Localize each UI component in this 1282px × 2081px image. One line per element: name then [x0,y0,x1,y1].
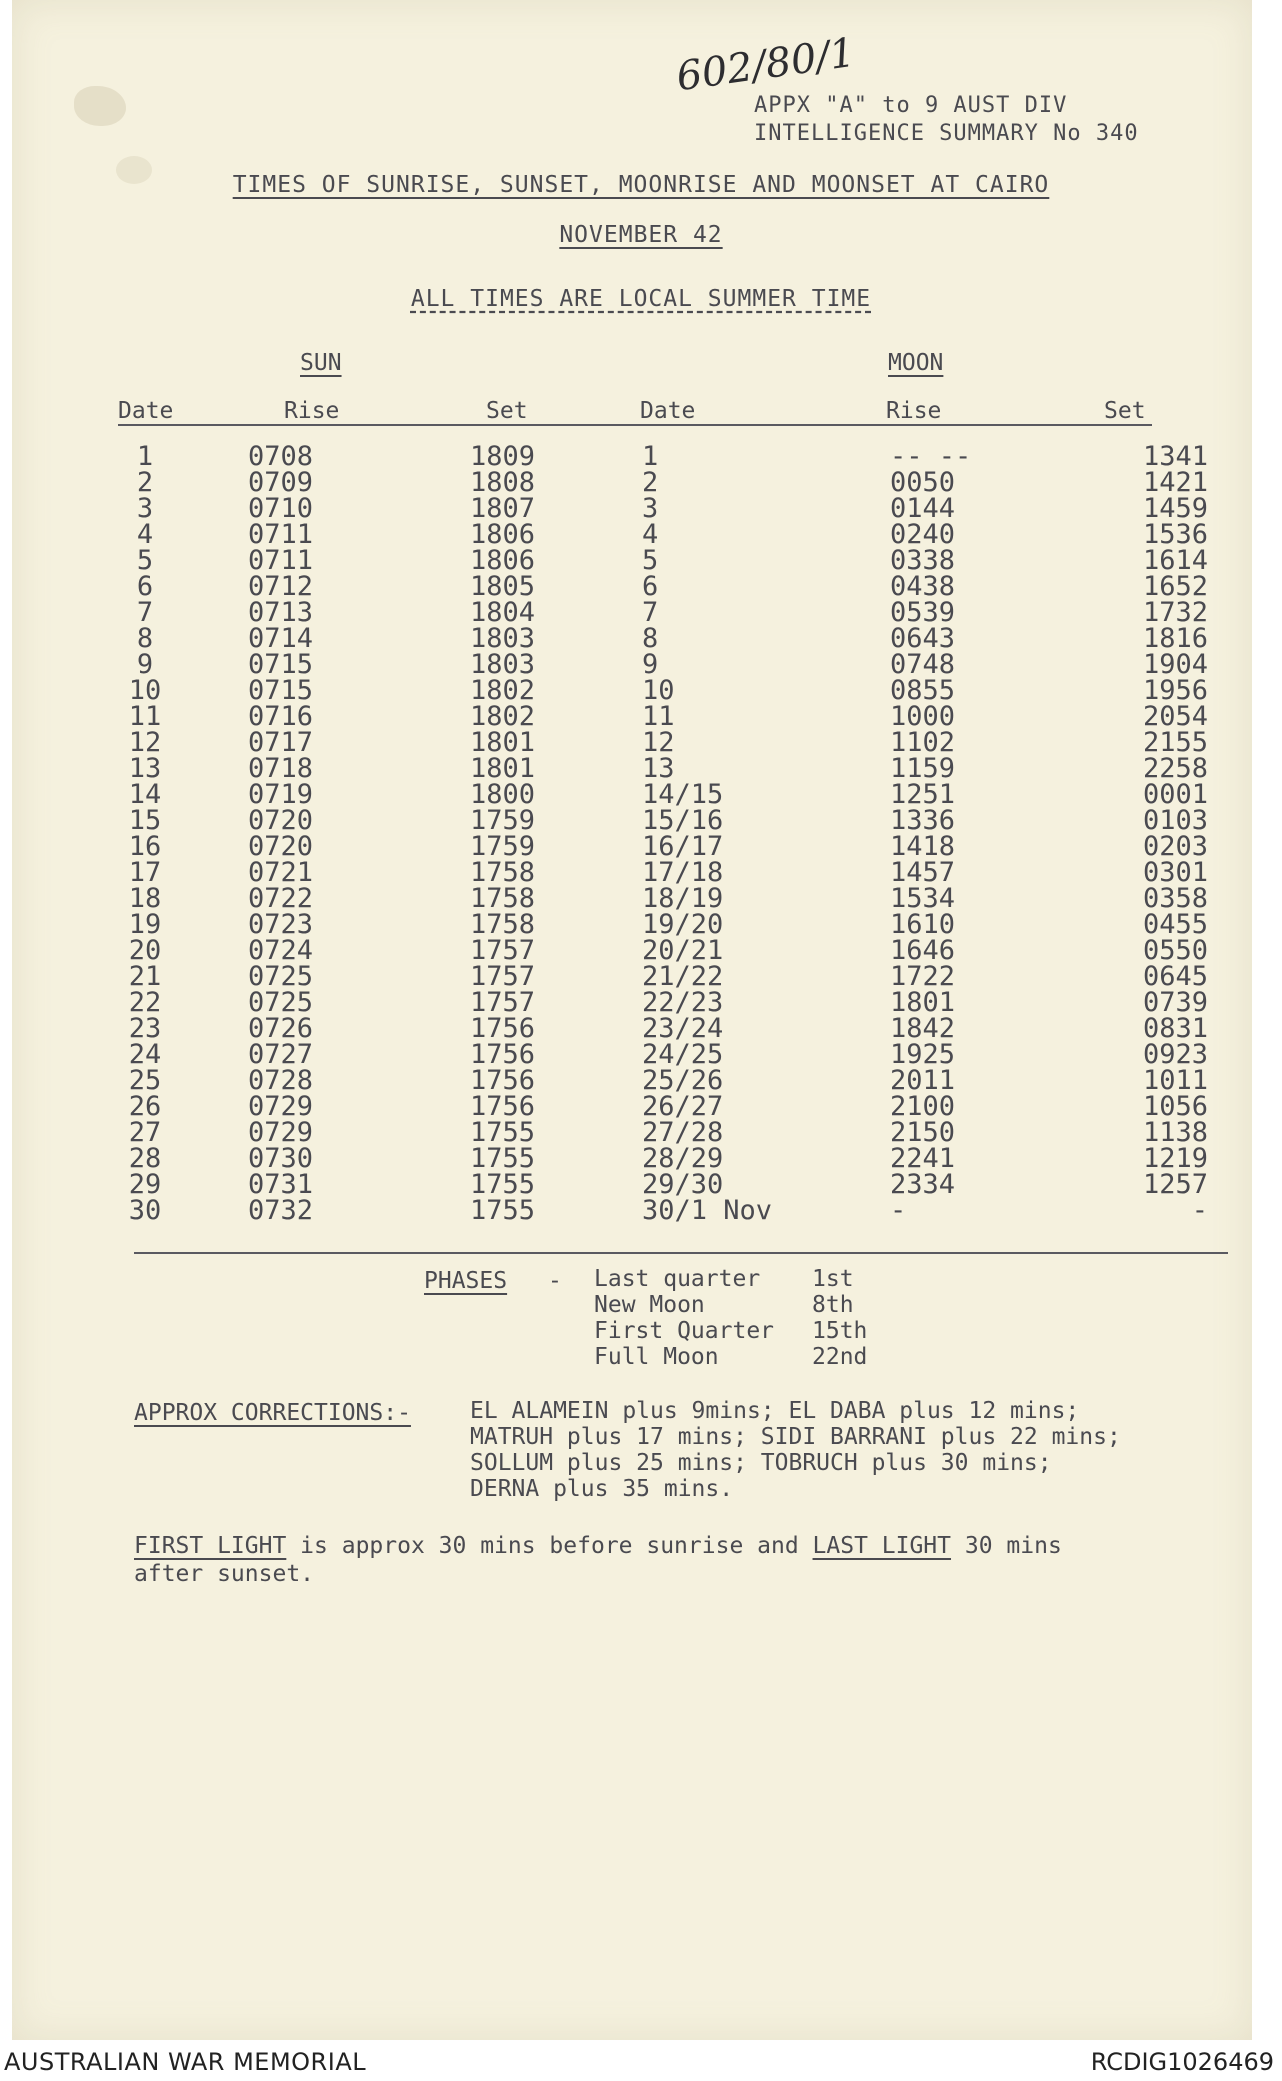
sunset-cell: 1757 [470,961,536,992]
date-cell: 27 [128,1117,162,1148]
moonrise-cell: 0748 [890,649,956,680]
moonset-cell: 1816 [1142,623,1208,654]
sunset-cell: 1809 [470,441,536,472]
sunset-cell: 1806 [470,519,536,550]
sunset-cell: 1755 [470,1143,536,1174]
sunrise-cell: 0725 [248,961,314,992]
date-cell: 1 [136,441,154,472]
table-bottom-rule [134,1252,1228,1254]
sunset-cell: 1802 [470,675,536,706]
moon-date-cell: 7 [642,597,659,628]
sunset-cell: 1803 [470,623,536,654]
header-date: Date [118,398,174,424]
sunrise-cell: 0723 [248,909,314,940]
sunset-cell: 1756 [470,1013,536,1044]
moonrise-cell: 1251 [890,779,956,810]
date-cell: 23 [128,1013,162,1044]
moonrise-cell: -- -- [890,441,972,472]
moonrise-cell: 2150 [890,1117,956,1148]
corrections-label: APPROX CORRECTIONS:- [134,1400,411,1426]
sunset-cell: 1801 [470,753,536,784]
phase-row [594,1266,867,1292]
moonset-cell: 2258 [1142,753,1208,784]
sunrise-cell: 0720 [248,831,314,862]
moon-date-cell: 15/16 [642,805,724,836]
moon-date-cell: 4 [642,519,659,550]
first-light-note [134,1532,1062,1588]
appendix-line-1: APPX "A" to 9 AUST DIV [754,93,1068,118]
sunrise-cell: 0729 [248,1091,314,1122]
moonset-cell: 0550 [1142,935,1208,966]
moon-date-cell: 16/17 [642,831,724,862]
moon-date-cell: 17/18 [642,857,724,888]
date-cell: 30 [128,1195,162,1226]
moon-date-cell: 10 [642,675,675,706]
sunrise-cell: 0720 [248,805,314,836]
moon-date-cell: 21/22 [642,961,724,992]
phase-name: Last quarter [594,1266,761,1292]
moonset-cell: 1138 [1142,1117,1208,1148]
moonrise-cell: 1801 [890,987,956,1018]
date-cell: 24 [128,1039,162,1070]
moonset-cell: 1652 [1142,571,1208,602]
moonset-cell: 2155 [1142,727,1208,758]
moonrise-cell: 1418 [890,831,956,862]
moonset-cell: 0455 [1142,909,1208,940]
first-light-text: is approx 30 mins before sunrise and [286,1533,813,1559]
date-cell: 25 [128,1065,162,1096]
phase-day: 22nd [812,1344,868,1370]
document-month: NOVEMBER 42 [559,222,723,248]
date-cell: 4 [136,519,154,550]
date-cell: 17 [128,857,162,888]
sunset-cell: 1755 [470,1117,536,1148]
paper-stain [74,86,126,126]
sunrise-cell: 0715 [248,675,314,706]
moonrise-cell: 1534 [890,883,956,914]
moonrise-cell: 2334 [890,1169,956,1200]
sunset-cell: 1756 [470,1039,536,1070]
sunrise-cell: 0728 [248,1065,314,1096]
date-cell: 29 [128,1169,162,1200]
phase-name: First Quarter [594,1318,775,1344]
phase-row [594,1292,867,1318]
date-cell: 12 [128,727,162,758]
moonset-cell: 1056 [1142,1091,1208,1122]
table-row [110,1198,1208,1224]
moon-date-cell: 3 [642,493,659,524]
moonrise-cell: 0050 [890,467,956,498]
moon-date-cell: 29/30 [642,1169,724,1200]
phase-row [594,1318,867,1344]
sunrise-cell: 0721 [248,857,314,888]
moonrise-cell: - [890,1195,907,1226]
phases-table [594,1266,867,1370]
correction-line: MATRUH plus 17 mins; SIDI BARRANI plus 22 mins; [470,1424,1121,1450]
moonset-cell: 0001 [1142,779,1208,810]
sunset-cell: 1802 [470,701,536,732]
moonrise-cell: 0240 [890,519,956,550]
sunset-cell: 1806 [470,545,536,576]
moonset-cell: 0923 [1142,1039,1208,1070]
sunset-cell: 1805 [470,571,536,602]
moon-date-cell: 11 [642,701,675,732]
moonset-cell: 1536 [1142,519,1208,550]
appendix-reference [754,92,1139,148]
sunset-cell: 1800 [470,779,536,810]
date-cell: 3 [136,493,154,524]
date-cell: 8 [136,623,154,654]
phase-day: 1st [812,1266,854,1292]
moonrise-cell: 1102 [890,727,956,758]
sunrise-cell: 0725 [248,987,314,1018]
moonset-cell: 1219 [1142,1143,1208,1174]
moonset-cell: 0645 [1142,961,1208,992]
footer-record-id: RCDIG1026469 [1090,2048,1274,2076]
sunrise-cell: 0711 [248,545,314,576]
date-cell: 10 [128,675,162,706]
sunset-cell: 1801 [470,727,536,758]
times-table-body [110,441,1208,1226]
date-cell: 5 [136,545,154,576]
moonrise-cell: 1159 [890,753,956,784]
moon-date-cell: 23/24 [642,1013,724,1044]
sunset-cell: 1755 [470,1195,536,1226]
header-moon-date: Date [640,398,696,424]
sunrise-cell: 0708 [248,441,314,472]
sunset-cell: 1808 [470,467,536,498]
sunrise-cell: 0729 [248,1117,314,1148]
moonrise-cell: 2100 [890,1091,956,1122]
moon-group-label: MOON [888,350,944,376]
sunrise-cell: 0709 [248,467,314,498]
moonset-cell: 1732 [1142,597,1208,628]
moonset-cell: 0831 [1142,1013,1208,1044]
moon-date-cell: 26/27 [642,1091,724,1122]
moonrise-cell: 0643 [890,623,956,654]
date-cell: 18 [128,883,162,914]
moon-date-cell: 18/19 [642,883,724,914]
moonset-cell: 1421 [1142,467,1208,498]
header-rule [118,424,1152,426]
moonset-cell: 0103 [1142,805,1208,836]
moonset-cell: 0301 [1142,857,1208,888]
moonset-cell: - [1191,1195,1208,1226]
moonrise-cell: 1457 [890,857,956,888]
moonset-cell: 0739 [1142,987,1208,1018]
last-light-term: LAST LIGHT [812,1533,952,1559]
sunrise-cell: 0712 [248,571,314,602]
document-subtitle: ALL TIMES ARE LOCAL SUMMER TIME [410,286,872,312]
moon-date-cell: 12 [642,727,675,758]
moon-date-cell: 30/1 Nov [642,1195,773,1226]
moonset-cell: 1341 [1142,441,1208,472]
sunrise-cell: 0722 [248,883,314,914]
first-light-line-2: after sunset. [134,1561,315,1587]
moonset-cell: 1257 [1142,1169,1208,1200]
date-cell: 22 [128,987,162,1018]
sunset-cell: 1804 [470,597,536,628]
header-moon-set: Set [1104,398,1146,424]
sunset-cell: 1758 [470,883,536,914]
moonset-cell: 0203 [1142,831,1208,862]
moonset-cell: 1956 [1142,675,1208,706]
sunset-cell: 1807 [470,493,536,524]
moonset-cell: 1904 [1142,649,1208,680]
date-cell: 2 [136,467,154,498]
moonrise-cell: 0539 [890,597,956,628]
date-cell: 26 [128,1091,162,1122]
moon-date-cell: 24/25 [642,1039,724,1070]
sunrise-cell: 0732 [248,1195,314,1226]
sunset-cell: 1758 [470,909,536,940]
sunrise-cell: 0726 [248,1013,314,1044]
sunset-cell: 1755 [470,1169,536,1200]
sunrise-cell: 0730 [248,1143,314,1174]
date-cell: 21 [128,961,162,992]
moonrise-cell: 1842 [890,1013,956,1044]
date-cell: 16 [128,831,162,862]
moon-date-cell: 1 [642,441,659,472]
moonset-cell: 1614 [1142,545,1208,576]
phase-row [594,1344,867,1370]
moon-date-cell: 8 [642,623,659,654]
phase-day: 15th [812,1318,868,1344]
correction-line: DERNA plus 35 mins. [470,1476,734,1502]
sunset-cell: 1759 [470,831,536,862]
sunset-cell: 1757 [470,987,536,1018]
sunset-cell: 1757 [470,935,536,966]
moonrise-cell: 2241 [890,1143,956,1174]
header-moon-rise: Rise [886,398,942,424]
times-table [110,441,1208,1226]
phases-label: PHASES [424,1268,508,1294]
sunrise-cell: 0715 [248,649,314,680]
moonrise-cell: 0144 [890,493,956,524]
sunset-cell: 1758 [470,857,536,888]
sunrise-cell: 0717 [248,727,314,758]
sun-group-label: SUN [300,350,342,376]
sunrise-cell: 0714 [248,623,314,654]
moonrise-cell: 0338 [890,545,956,576]
moon-date-cell: 20/21 [642,935,724,966]
moon-date-cell: 6 [642,571,659,602]
sunrise-cell: 0710 [248,493,314,524]
date-cell: 14 [128,779,162,810]
moonset-cell: 1011 [1142,1065,1208,1096]
moon-date-cell: 27/28 [642,1117,724,1148]
date-cell: 11 [128,701,162,732]
appendix-line-2: INTELLIGENCE SUMMARY No 340 [754,121,1139,146]
moon-date-cell: 9 [642,649,659,680]
date-cell: 28 [128,1143,162,1174]
moon-date-cell: 28/29 [642,1143,724,1174]
footer-institution: AUSTRALIAN WAR MEMORIAL [4,2048,367,2076]
sunrise-cell: 0718 [248,753,314,784]
moonrise-cell: 1336 [890,805,956,836]
sunrise-cell: 0713 [248,597,314,628]
sunrise-cell: 0716 [248,701,314,732]
moon-date-cell: 19/20 [642,909,724,940]
phase-name: New Moon [594,1292,705,1318]
moonset-cell: 2054 [1142,701,1208,732]
header-sun-rise: Rise [284,398,340,424]
corrections-text [470,1398,1121,1502]
moon-date-cell: 22/23 [642,987,724,1018]
sunrise-cell: 0731 [248,1169,314,1200]
moonrise-cell: 0855 [890,675,956,706]
document-title: TIMES OF SUNRISE, SUNSET, MOONRISE AND MOONSET AT CAIRO [232,172,1050,198]
correction-line: SOLLUM plus 25 mins; TOBRUCH plus 30 mins; [470,1450,1052,1476]
handwritten-reference: 602/80/1 [673,29,858,101]
date-cell: 13 [128,753,162,784]
last-light-text: 30 mins [951,1533,1062,1559]
header-sun-set: Set [486,398,528,424]
moonrise-cell: 1610 [890,909,956,940]
sunset-cell: 1756 [470,1091,536,1122]
moon-date-cell: 5 [642,545,659,576]
phase-name: Full Moon [594,1344,719,1370]
sunrise-cell: 0727 [248,1039,314,1070]
moonset-cell: 0358 [1142,883,1208,914]
correction-line: EL ALAMEIN plus 9mins; EL DABA plus 12 mins; [470,1398,1080,1424]
moonrise-cell: 1000 [890,701,956,732]
moon-date-cell: 2 [642,467,659,498]
moonrise-cell: 1646 [890,935,956,966]
moonrise-cell: 0438 [890,571,956,602]
phases-dash: - [548,1268,562,1294]
phase-day: 8th [812,1292,854,1318]
sunrise-cell: 0711 [248,519,314,550]
date-cell: 6 [136,571,154,602]
footer-bar [0,2042,1282,2081]
moonrise-cell: 1722 [890,961,956,992]
sunset-cell: 1759 [470,805,536,836]
moonrise-cell: 1925 [890,1039,956,1070]
moon-date-cell: 14/15 [642,779,724,810]
first-light-term: FIRST LIGHT [134,1533,287,1559]
moon-date-cell: 25/26 [642,1065,724,1096]
date-cell: 7 [136,597,154,628]
date-cell: 9 [136,649,154,680]
moonrise-cell: 2011 [890,1065,956,1096]
moon-date-cell: 13 [642,753,675,784]
date-cell: 20 [128,935,162,966]
sunset-cell: 1803 [470,649,536,680]
moonset-cell: 1459 [1142,493,1208,524]
sunrise-cell: 0719 [248,779,314,810]
first-light-line-1 [134,1532,1062,1560]
sunset-cell: 1756 [470,1065,536,1096]
phases-table-body [594,1266,867,1370]
date-cell: 15 [128,805,162,836]
sunrise-cell: 0724 [248,935,314,966]
date-cell: 19 [128,909,162,940]
